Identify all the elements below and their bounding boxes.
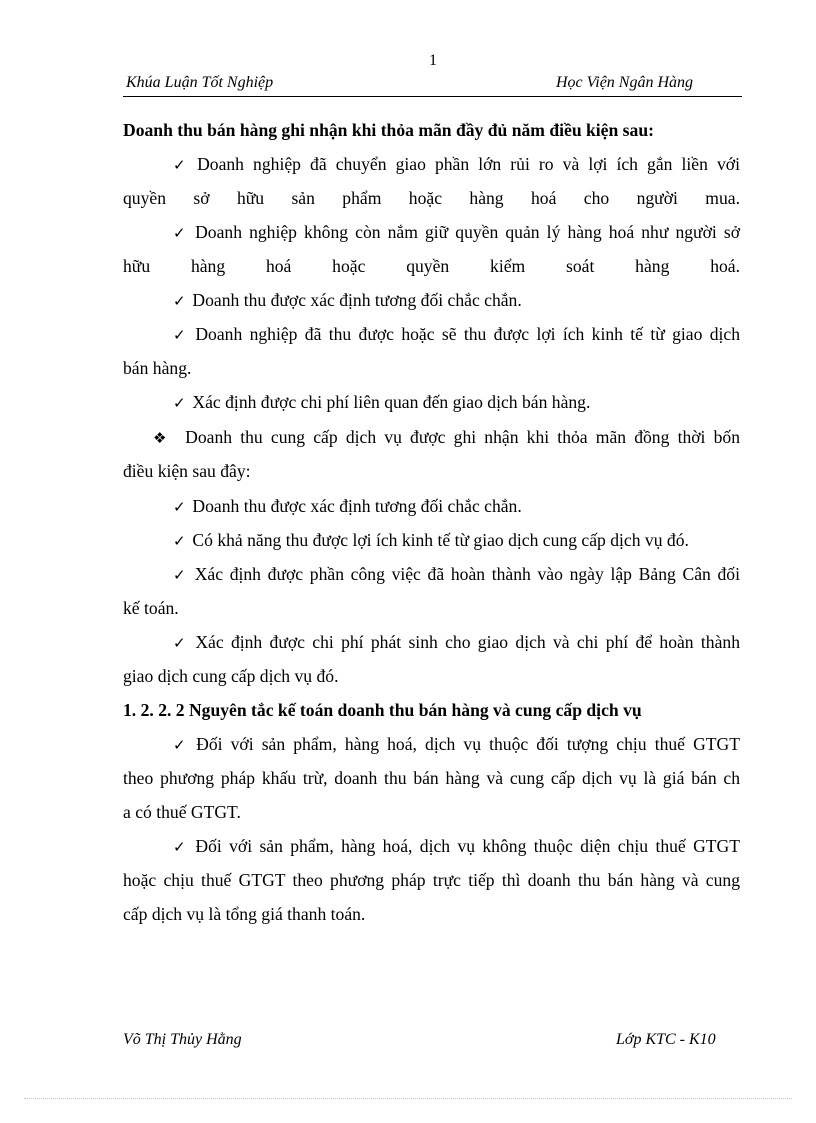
- list-item: ✓ Xác định được chi phí phát sinh cho giao dịch và chi phí để hoàn thành: [173, 629, 740, 656]
- page-number: 1: [429, 52, 437, 69]
- checkmark-icon: ✓: [173, 532, 186, 550]
- paragraph-heading: Doanh thu bán hàng ghi nhận khi thỏa mãn đầy đủ năm điều kiện sau:: [123, 120, 654, 140]
- checkmark-icon: ✓: [173, 566, 186, 584]
- checkmark-icon: ✓: [173, 736, 186, 754]
- list-item: ✓ Đối với sản phẩm, hàng hoá, dịch vụ thuộc đối tượng chịu thuế GTGT: [173, 731, 740, 758]
- header-thesis-title: Khúa Luận Tốt Nghiệp: [126, 74, 274, 91]
- list-item: ✓ Doanh thu được xác định tương đối chắc chắn.: [173, 287, 740, 314]
- footer-author: Võ Thị Thủy Hằng: [123, 1031, 242, 1048]
- list-item: ✓ Có khả năng thu được lợi ích kinh tế từ giao dịch cung cấp dịch vụ đó.: [173, 527, 740, 554]
- list-item-continuation: cấp dịch vụ là tổng giá thanh toán.: [123, 904, 366, 924]
- checkmark-icon: ✓: [173, 498, 186, 516]
- checkmark-icon: ✓: [173, 326, 186, 344]
- list-item-continuation: giao dịch cung cấp dịch vụ đó.: [123, 666, 339, 686]
- list-item-continuation: a có thuế GTGT.: [123, 802, 241, 822]
- running-header: [123, 74, 742, 97]
- list-item: ✓ Doanh nghiệp đã chuyển giao phần lớn rủi ro và lợi ích gắn liền với: [173, 151, 740, 178]
- header-institution: Học Viện Ngân Hàng: [556, 74, 694, 91]
- list-item-continuation: điều kiện sau đây:: [123, 461, 251, 481]
- list-item: ✓ Xác định được chi phí liên quan đến giao dịch bán hàng.: [173, 389, 740, 416]
- list-item: ✓ Xác định được phần công việc đã hoàn thành vào ngày lập Bảng Cân đối: [173, 561, 740, 588]
- list-item-continuation: quyền sở hữu sản phẩm hoặc hàng hoá cho người mua.: [123, 188, 740, 208]
- list-item-continuation: bán hàng.: [123, 358, 192, 378]
- section-heading: 1. 2. 2. 2 Nguyên tắc kế toán doanh thu bán hàng và cung cấp dịch vụ: [123, 700, 642, 720]
- checkmark-icon: ✓: [173, 838, 186, 856]
- list-item-continuation: kế toán.: [123, 598, 179, 618]
- checkmark-icon: ✓: [173, 224, 186, 242]
- diamond-bullet-icon: ❖: [153, 429, 167, 447]
- list-item: ✓ Đối với sản phẩm, hàng hoá, dịch vụ không thuộc diện chịu thuế GTGT: [173, 833, 740, 860]
- checkmark-icon: ✓: [173, 292, 186, 310]
- list-item: ✓ Doanh nghiệp không còn nắm giữ quyền quản lý hàng hoá như người sở: [173, 219, 740, 246]
- list-item-continuation: hoặc chịu thuế GTGT theo phương pháp trực tiếp thì doanh thu bán hàng và cung: [123, 870, 740, 890]
- running-footer: [123, 1031, 742, 1053]
- list-item: ✓ Doanh nghiệp đã thu được hoặc sẽ thu được lợi ích kinh tế từ giao dịch: [173, 321, 740, 348]
- list-item: ✓ Doanh thu được xác định tương đối chắc chắn.: [173, 493, 740, 520]
- page-edge-divider: [24, 1098, 792, 1099]
- list-item-continuation: theo phương pháp khấu trừ, doanh thu bán hàng và cung cấp dịch vụ là giá bán ch: [123, 768, 740, 788]
- list-item: ❖ Doanh thu cung cấp dịch vụ được ghi nhận khi thỏa mãn đồng thời bốn: [153, 424, 740, 451]
- checkmark-icon: ✓: [173, 156, 186, 174]
- checkmark-icon: ✓: [173, 634, 186, 652]
- list-item-continuation: hữu hàng hoá hoặc quyền kiểm soát hàng hoá.: [123, 256, 740, 276]
- checkmark-icon: ✓: [173, 394, 186, 412]
- footer-class: Lớp KTC - K10: [616, 1031, 716, 1048]
